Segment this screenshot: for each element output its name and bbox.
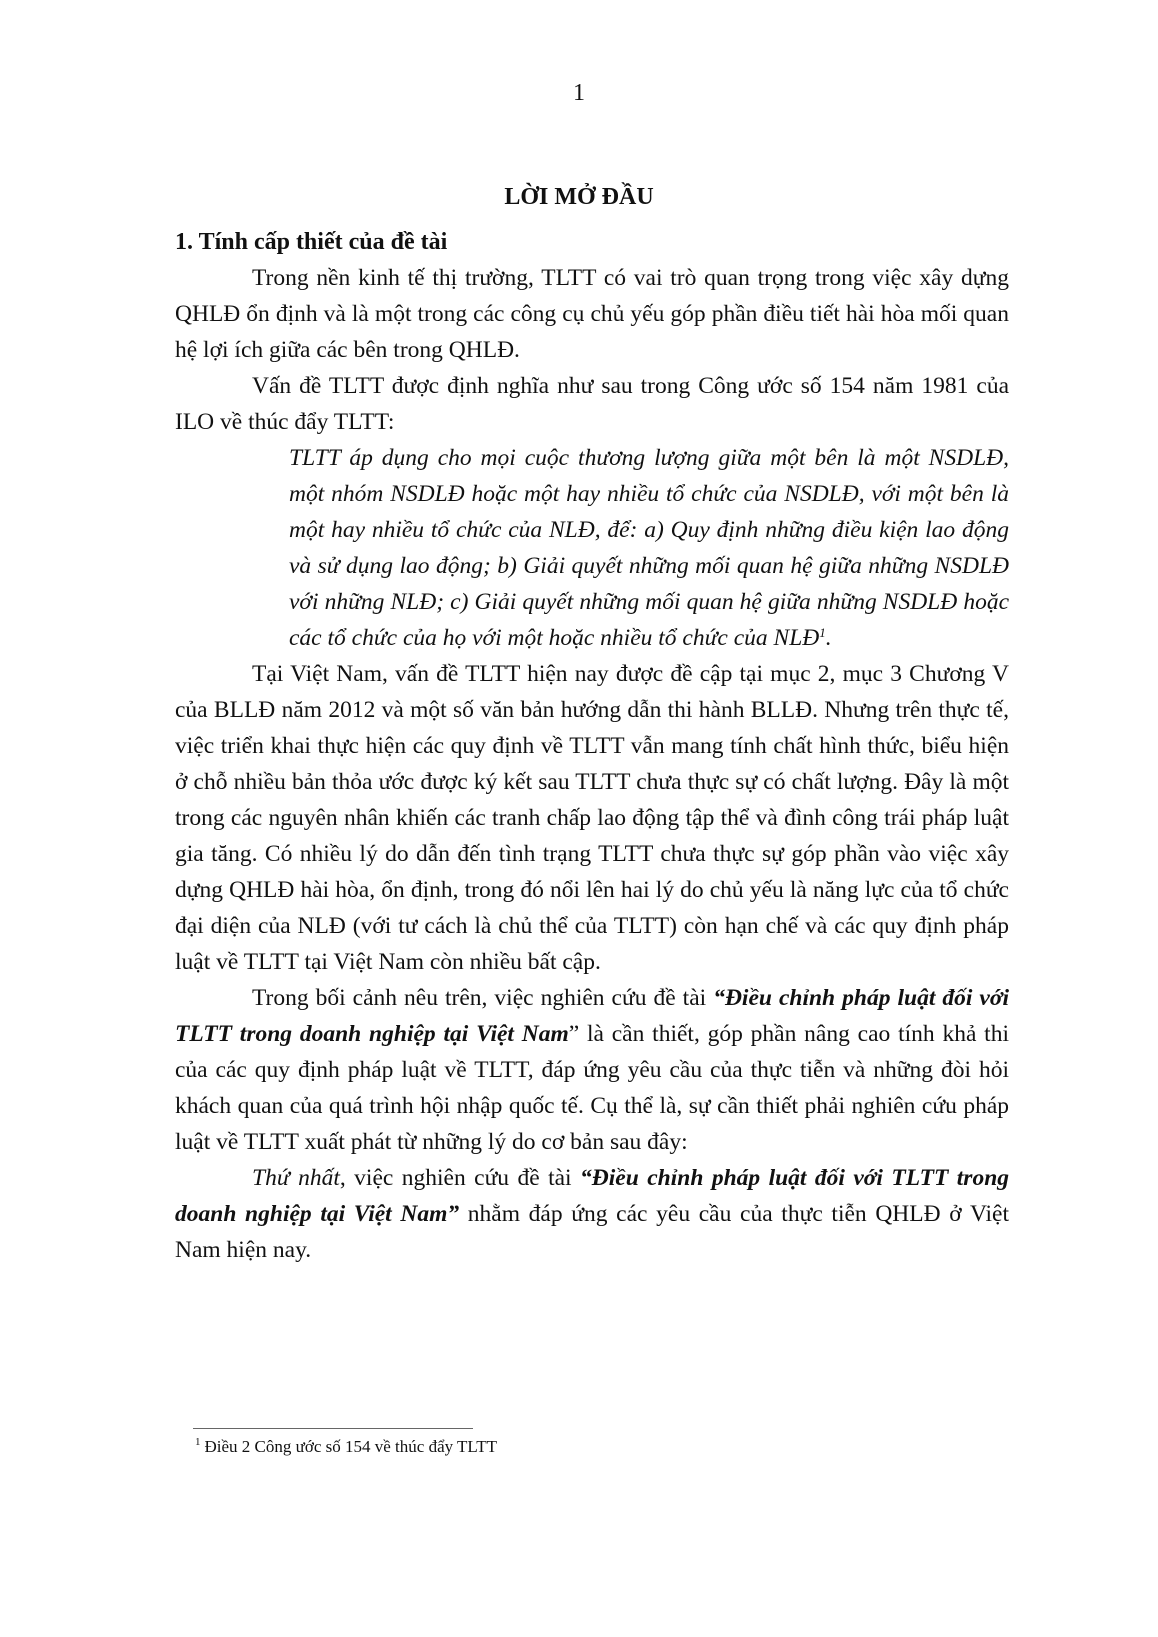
- thesis-title-emphasis-2: “Điều chỉnh pháp luật đối với TLTT trong doanh nghiệp tại Việt Nam”: [175, 1165, 1010, 1227]
- section-heading: 1. Tính cấp thiết của đề tài: [175, 229, 448, 255]
- thesis-title-emphasis: “Điều chỉnh pháp luật đối với TLTT trong doanh nghiệp tại Việt Nam: [175, 985, 1009, 1047]
- document-body: [175, 224, 1009, 1268]
- paragraph-4: [175, 980, 1009, 1160]
- quote-end: .: [825, 625, 832, 651]
- paragraph-2: Vấn đề TLTT được định nghĩa như sau trong Công ước số 154 năm 1981 của ILO về thúc đẩy TLTT:: [175, 373, 1009, 435]
- p4-text-after: ” là cần thiết, góp phần nâng cao tính khả thi của các quy định pháp luật về TLTT, đáp ứng yêu cầu của thực tiễn và những đòi hỏi khách quan của quá trình hội nhập quốc tế. Cụ thể là, sự cần thiết phải nghiên cứu pháp luật về TLTT xuất phát từ những lý do cơ bản sau đây:: [175, 1021, 1009, 1155]
- footnote: [195, 1437, 497, 1457]
- footnote-reference[interactable]: 1: [819, 625, 826, 640]
- p5-text-after: nhằm đáp ứng các yêu cầu của thực tiễn QHLĐ ở Việt Nam hiện nay.: [175, 1201, 1009, 1263]
- footnote-text: Điều 2 Công ước số 154 về thúc đẩy TLTT: [204, 1437, 498, 1456]
- p5-text-mid: , việc nghiên cứu đề tài: [339, 1165, 581, 1191]
- p5-ordinal: Thứ nhất: [252, 1165, 340, 1191]
- paragraph-1: Trong nền kinh tế thị trường, TLTT có vai trò quan trọng trong việc xây dựng QHLĐ ổn định và là một trong các công cụ chủ yếu góp phần điều tiết hài hòa mối quan hệ lợi ích giữa các bên trong QHLĐ.: [175, 265, 1009, 363]
- footnote-separator: [193, 1428, 473, 1429]
- block-quote: [289, 440, 1009, 656]
- p4-text-before: Trong bối cảnh nêu trên, việc nghiên cứu đề tài: [252, 985, 714, 1011]
- footnote-number: 1: [195, 1436, 201, 1448]
- page-title: LỜI MỞ ĐẦU: [504, 184, 654, 210]
- page-number: 1: [573, 80, 585, 106]
- quote-text: TLTT áp dụng cho mọi cuộc thương lượng giữa một bên là một NSDLĐ, một nhóm NSDLĐ hoặc một hay nhiều tổ chức của NSDLĐ, với một bên là một hay nhiều tổ chức của NLĐ, để: a) Quy định những điều kiện lao động và sử dụng lao động; b) Giải quyết những mối quan hệ giữa những NSDLĐ với những NLĐ; c) Giải quyết những mối quan hệ giữa những NSDLĐ hoặc các tổ chức của họ với một hoặc nhiều tổ chức của NLĐ: [289, 445, 1009, 651]
- paragraph-5: [175, 1160, 1009, 1268]
- paragraph-3: Tại Việt Nam, vấn đề TLTT hiện nay được đề cập tại mục 2, mục 3 Chương V của BLLĐ năm 2012 và một số văn bản hướng dẫn thi hành BLLĐ. Nhưng trên thực tế, việc triển khai thực hiện các quy định về TLTT vẫn mang tính chất hình thức, biểu hiện ở chỗ nhiều bản thỏa ước được ký kết sau TLTT chưa thực sự có chất lượng. Đây là một trong các nguyên nhân khiến các tranh chấp lao động tập thể và đình công trái pháp luật gia tăng. Có nhiều lý do dẫn đến tình trạng TLTT chưa thực sự góp phần vào việc xây dựng QHLĐ hài hòa, ổn định, trong đó nổi lên hai lý do chủ yếu là năng lực của tổ chức đại diện của NLĐ (với tư cách là chủ thể của TLTT) còn hạn chế và các quy định pháp luật về TLTT tại Việt Nam còn nhiều bất cập.: [175, 661, 1009, 975]
